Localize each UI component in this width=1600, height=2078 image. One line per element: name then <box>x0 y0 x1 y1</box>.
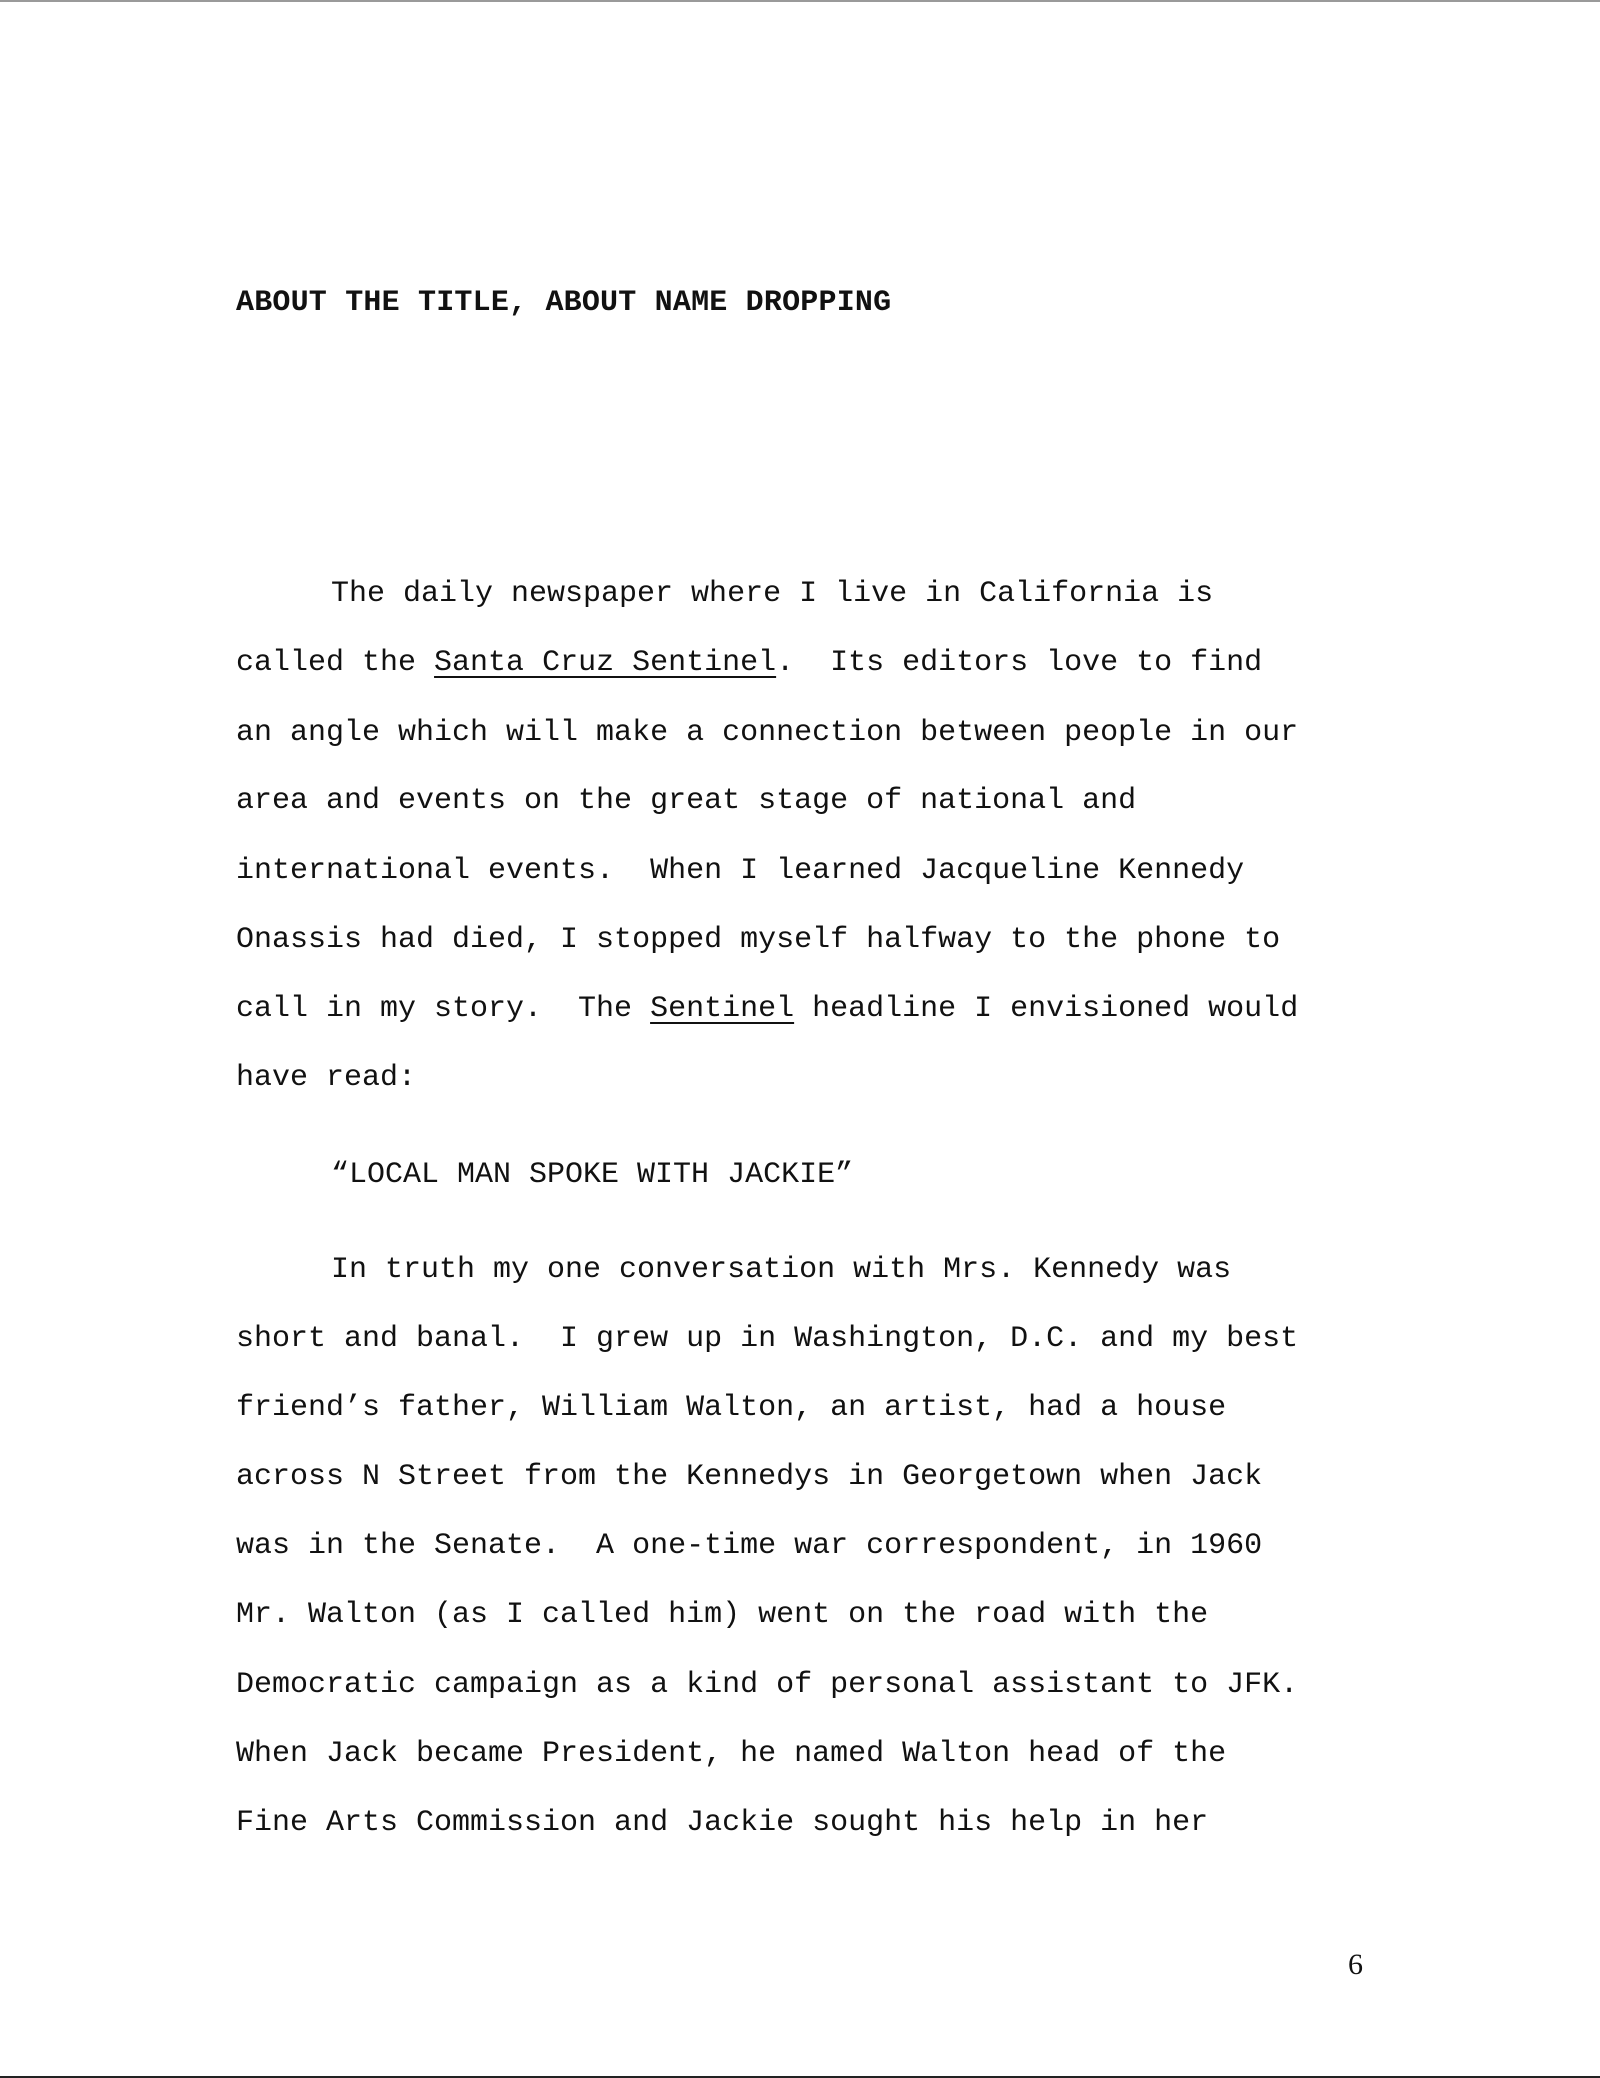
newspaper-title: Sentinel <box>650 992 795 1026</box>
paragraph-2-line-1: In truth my one conversation with Mrs. Kennedy was <box>331 1253 1232 1287</box>
paragraph-1-line-2 <box>236 645 1262 681</box>
text-run: . Its editors love to find <box>776 646 1263 680</box>
paragraph-2-line-9: Fine Arts Commission and Jackie sought his help in her <box>236 1806 1209 1840</box>
newspaper-title: Santa Cruz Sentinel <box>434 646 777 680</box>
paragraph-1-line-7 <box>236 991 1298 1027</box>
paragraph-2-line-8: When Jack became President, he named Walton head of the <box>236 1737 1227 1771</box>
paragraph-1-line-3: an angle which will make a connection between people in our <box>236 716 1299 750</box>
paragraph-2-line-6: Mr. Walton (as I called him) went on the road with the <box>236 1598 1209 1632</box>
paragraph-2-line-4: across N Street from the Kennedys in Georgetown when Jack <box>236 1460 1263 1494</box>
paragraph-1-line-4: area and events on the great stage of national and <box>236 784 1137 818</box>
section-heading: ABOUT THE TITLE, ABOUT NAME DROPPING <box>236 286 892 320</box>
paragraph-2-line-7: Democratic campaign as a kind of personal assistant to JFK. <box>236 1668 1299 1702</box>
paragraph-2-line-5: was in the Senate. A one-time war correspondent, in 1960 <box>236 1529 1263 1563</box>
paragraph-1-line-8: have read: <box>236 1061 417 1095</box>
text-run: call in my story. The <box>236 992 651 1026</box>
paragraph-2-line-2: short and banal. I grew up in Washington, D.C. and my best <box>236 1322 1299 1356</box>
paragraph-1-line-1: The daily newspaper where I live in California is <box>331 577 1214 611</box>
paragraph-1-line-6: Onassis had died, I stopped myself halfway to the phone to <box>236 923 1281 957</box>
text-run: called the <box>236 646 435 680</box>
paragraph-1-line-5: international events. When I learned Jacqueline Kennedy <box>236 854 1245 888</box>
page-number: 6 <box>1348 1948 1363 1981</box>
headline-quote: “LOCAL MAN SPOKE WITH JACKIE” <box>331 1158 854 1192</box>
text-run: headline I envisioned would <box>794 992 1299 1026</box>
paragraph-2-line-3: friend’s father, William Walton, an artist, had a house <box>236 1391 1227 1425</box>
